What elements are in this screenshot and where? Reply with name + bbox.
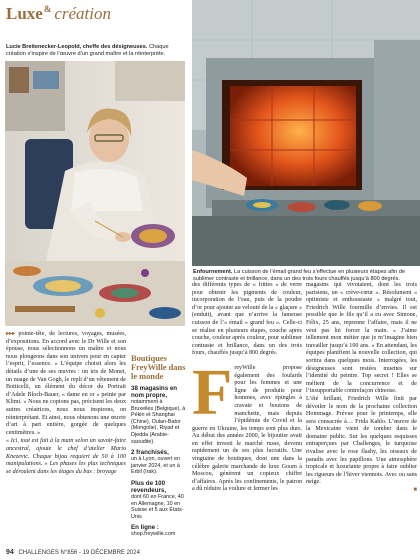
sidebar-stat-3: Plus de 100 revendeurs, [131,479,167,494]
article-column-4 [306,282,417,495]
header-creation: création [54,4,111,23]
continuation-arrows: ▸▸▸ [6,331,16,337]
caption-right-text: La cuisson de l’émail grand feu s’effectue en plusieurs étapes afin de sublimer contraste et brillance, dans un des trois fours chauffés jusqu’à 800 degrés. [193,269,405,282]
sidebar-stat-2: 2 franchisés, [131,449,169,457]
page-number: 94 [6,549,14,556]
caption-left-text: Chaque création s’inspire de l’œuvre d’un grand maître et la réinterprète. [6,44,169,57]
sidebar-text-1: notamment à Bruxelles (Belgique), à Pékin et Shanghai (Chine), Oulan-Bator (Mongolie), Riyad et Djedda (Arabie-saoudite). [131,399,186,445]
header-ampersand: & [43,4,52,15]
header-luxe: Luxe [6,4,43,23]
col3-body: reyWille propose également des foulards pour les femmes et une ligne de produits pour hommes, avec épingles à cravate et boutons de manchette, mais depuis l’épidémie de Covid et la guerre en Ukraine, les temps sont plus durs. Au début des années 2000, le bijoutier avait en effet investi le marché russe, devenu rapidement un de ses plus lucratifs. Une vingtaine de boutiques, dont une dans la célèbre galerie marchande de luxe Goum à Moscou, génèrent un copieux chiffre d’affaires. Après les confinements, le patron a dû réduire la voilure et fermer les [192,364,302,493]
caption-right-bold: Enfournement. [193,269,233,275]
article-column-1 [6,331,126,476]
col4-paragraph-2: L’été brillant, Friedrich Wille finit par dévoiler le nom de la prochaine collection Hommage. Prévue pour le printemps, elle sera consacrée à… Frida Kahlo. L’œuvre de la Mexicaine vient de tomber dans le domaine public. Sur les quelques esquisses entraperçues par Challenges, le turquoise rivalise avec le rose flashy, les oiseaux de paradis avec les papillons. Une atmosphère tropicale et luxuriante propre à faire oublier les rigueurs de l’hiver viennois. Avec ou sans neige. [306,395,417,486]
caption-right [193,269,417,283]
issue-info: N°856 - 19 DÉCEMBRE 2024 [58,550,140,556]
section-header [6,4,111,24]
drop-cap: F [192,355,233,429]
sidebar-link-shop[interactable]: shop.freywille.com [131,531,176,538]
sidebar-text-2: un à Lyon, ouvert en janvier 2024, et un à Erbil (Irak). [131,456,180,476]
caption-left-bold: Lucie Breitenecker-Leopold, cheffe des désigneuses. [6,44,148,50]
col3-top-paragraph: des différents types de « frittes » de verre pour obtenir les pigments de couleur, incorporation de l’eau, puis de la poudre d’or pour ajouter au velouté de la « glaçure » (enduit), avant que n’arrive la fameuse cuisson de l’« émail » grand feu ». Celle-ci se réalise en plusieurs étapes, couche après couche, couleur après couleur, pour sublimer contraste et brillance, dans un des trois fours, chauffés jusqu’à 800 degrés. [192,282,302,357]
photo-kiln-firing [192,0,420,266]
sidebar-boutiques [131,354,186,538]
caption-left [6,44,186,58]
col4-paragraph-1: magasins qui vivotaient, dont les trois parisiens, un « crève-cœur ». Résolument « optimiste et enthousiaste » malgré tout, Friedrich Wille fourmille d’envies. Il est possible que le fils qu’il a eu avec Simone, Félix, 25 ans, reprenne l’affaire, mais il ne veut pas lui forcer la main. « J’aime tellement mon métier que je m’imagine bien travailler jusqu’à 100 ans. » En attendant, les équipes planifient la nouvelle collection, qui sortira dans quelques mois. Interrogées, les désigneuses sont restées muettes sur l’identité du peintre. Top secret ! Elles se méfient de la concurrence et de l’insupportable contrefaçon chinoise. [306,282,417,395]
photo-designer-painting [5,61,185,326]
sidebar-title: Boutiques FreyWille dans le monde [131,354,186,381]
col1-paragraph-2: « Ici, tout est fait à la main selon un savoir-faire ancestral, ajoute le chef d’atelier Mario Knezevic. Chaque bijou requiert de 50 à 100 manipulations. » Les phases les plus techniques se déroulent dans les étages du bas : broyage [6,438,126,475]
sidebar-text-3: dont 60 en France, 40 en Allemagne, 10 en Suisse et 5 aux États-Unis [131,493,184,520]
end-mark: ■ [413,487,417,494]
article-column-3 [192,282,302,494]
sidebar-stat-1: 38 magasins en nom propre, [131,385,178,399]
sidebar-stat-4: En ligne : [131,524,159,532]
page-footer [6,549,140,556]
magazine-brand: CHALLENGES [18,550,59,556]
col1-paragraph-1: pointe-tête, de lectures, voyages, musées, d’expositions. En accord avec le Dr Wille et son épouse, nous sélectionnons un maître et nous nous plongeons dans son univers pour en capter l’esprit, l’essence. » L’équipe choisit alors les détails d’une de ses œuvres : un iris de Monet, un nuage de Van Gogh, le repli d’un vêtement de Botticelli, un élément du décor du Portrait d’Adele Bloch-Bauer, « dame en or » peinte par Klimt. « Nous ne copions pas, précisent les deux autres créatrices, nous nous inspirons, on réinterprétant. Et ainsi, nous obtenons une œuvre d’art à part entière, gorgée de quelques centimètres. » [6,331,126,436]
